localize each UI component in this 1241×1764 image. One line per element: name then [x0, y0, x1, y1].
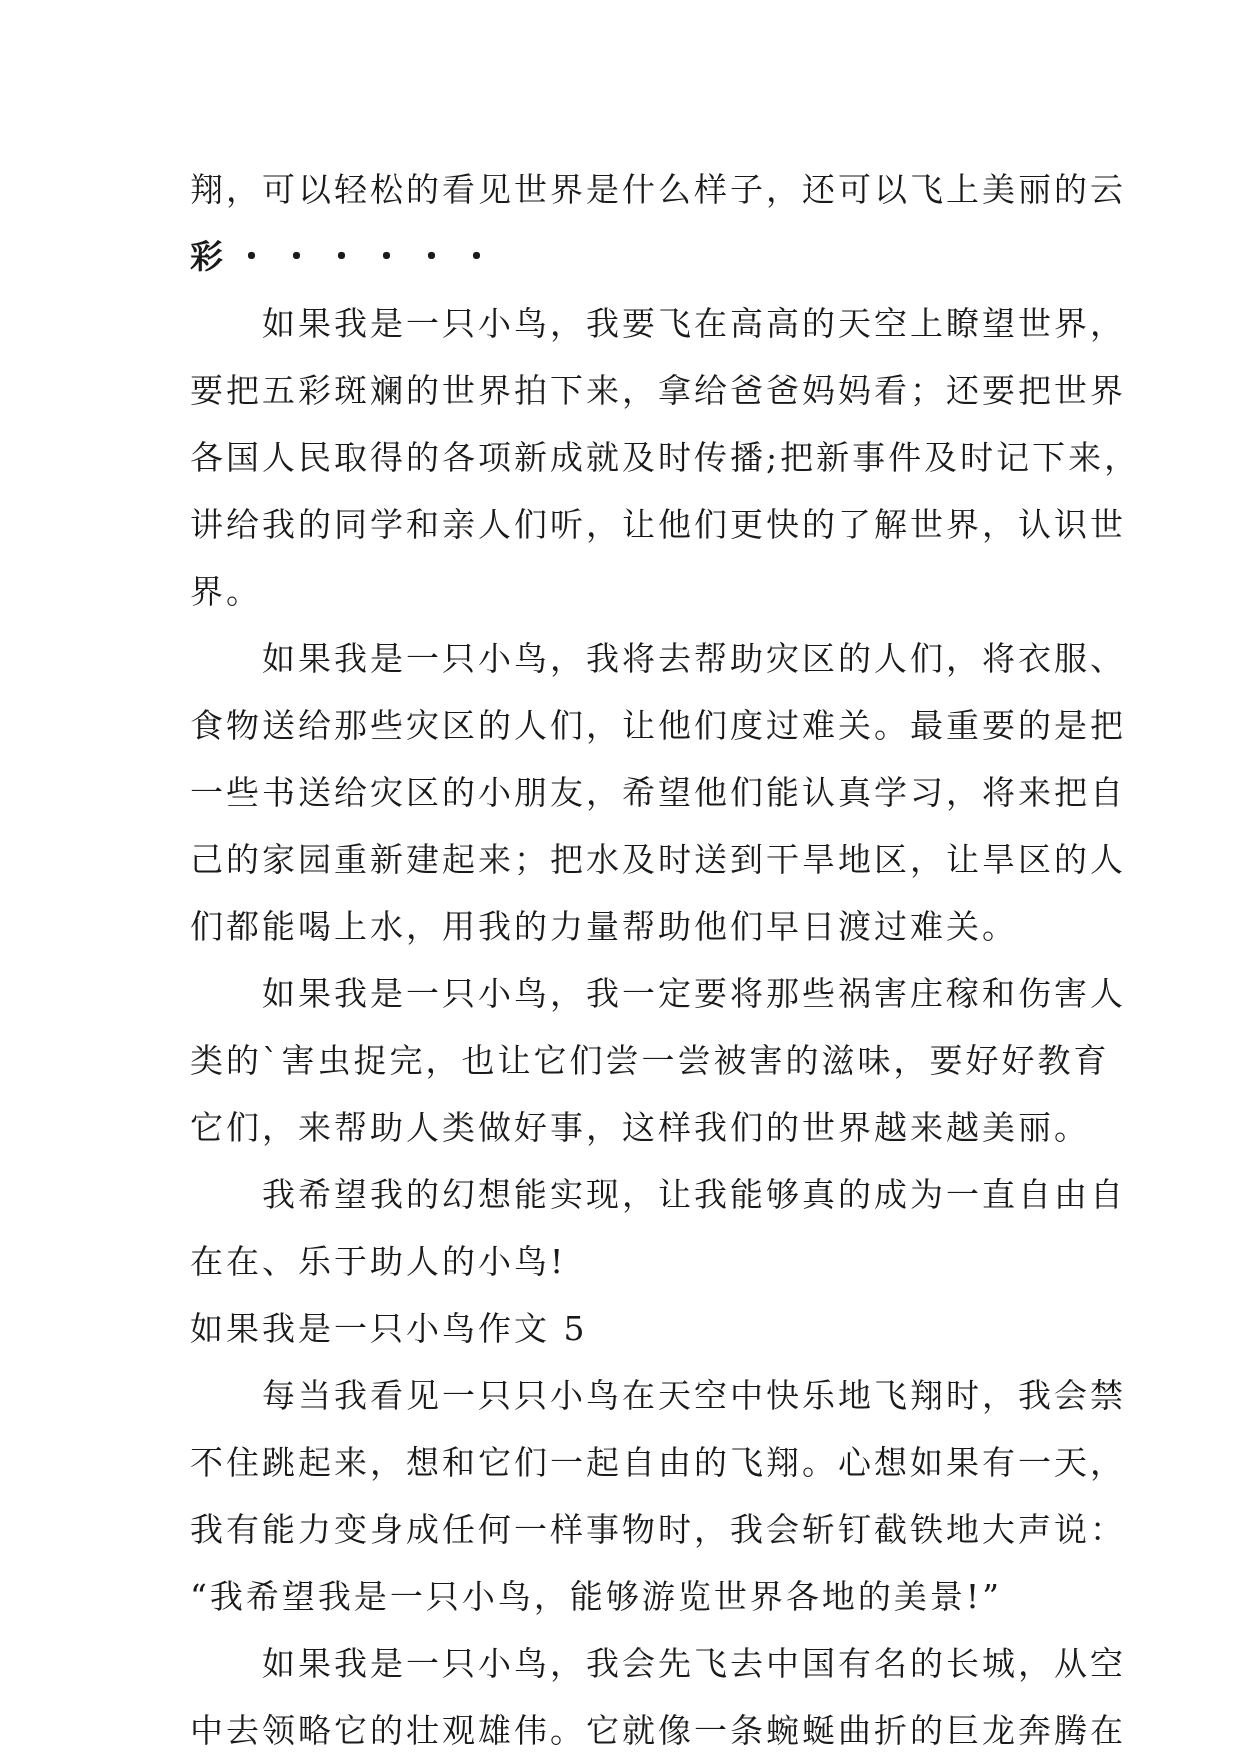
paragraph-start-line: 如果我是一只小鸟，我会先飞去中国有名的长城，从空: [190, 1644, 1126, 1683]
paragraph-start-line: 如果我是一只小鸟，我一定要将那些祸害庄稼和伤害人: [190, 974, 1126, 1013]
paragraph-start-line: 我希望我的幻想能实现，让我能够真的成为一直自由自: [190, 1175, 1126, 1214]
text-line: 翔，可以轻松的看见世界是什么样子，还可以飞上美丽的云: [190, 170, 1126, 209]
text-line: 们都能喝上水，用我的力量帮助他们早日渡过难关。: [190, 907, 1018, 946]
text-line: 界。: [190, 572, 262, 611]
text-line: 中去领略它的壮观雄伟。它就像一条蜿蜒曲折的巨龙奔腾在: [190, 1711, 1126, 1750]
essay-body: [190, 156, 1141, 1764]
text-line: 己的家园重新建起来；把水及时送到干旱地区，让旱区的人: [190, 840, 1126, 879]
text-line: 各国人民取得的各项新成就及时传播;把新事件及时记下来，: [190, 438, 1141, 477]
paragraph-start-line: 如果我是一只小鸟，我要飞在高高的天空上瞭望世界，: [190, 304, 1126, 343]
paragraph-start-line: 如果我是一只小鸟，我将去帮助灾区的人们，将衣服、: [190, 639, 1126, 678]
text-line: 它们，来帮助人类做好事，这样我们的世界越来越美丽。: [190, 1108, 1090, 1147]
paragraph-start-line: 每当我看见一只只小鸟在天空中快乐地飞翔时，我会禁: [190, 1376, 1126, 1415]
text-line: 类的`害虫捉完，也让它们尝一尝被害的滋味，要好好教育: [190, 1041, 1110, 1080]
text-line: 我有能力变身成任何一样事物时，我会斩钉截铁地大声说：: [190, 1510, 1126, 1549]
text-line: 讲给我的同学和亲人们听，让他们更快的了解世界，认识世: [190, 505, 1126, 544]
text-line: 彩・・・・・・: [190, 237, 505, 276]
text-line: 食物送给那些灾区的人们，让他们度过难关。最重要的是把: [190, 706, 1126, 745]
text-line: 在在、乐于助人的小鸟!: [190, 1242, 567, 1281]
section-heading: 如果我是一只小鸟作文 5: [190, 1309, 588, 1348]
text-line: 要把五彩斑斓的世界拍下来，拿给爸爸妈妈看；还要把世界: [190, 371, 1126, 410]
quote-line: “我希望我是一只小鸟，能够游览世界各地的美景!”: [190, 1577, 1003, 1616]
text-line: 一些书送给灾区的小朋友，希望他们能认真学习，将来把自: [190, 773, 1126, 812]
text-line: 不住跳起来，想和它们一起自由的飞翔。心想如果有一天，: [190, 1443, 1126, 1482]
